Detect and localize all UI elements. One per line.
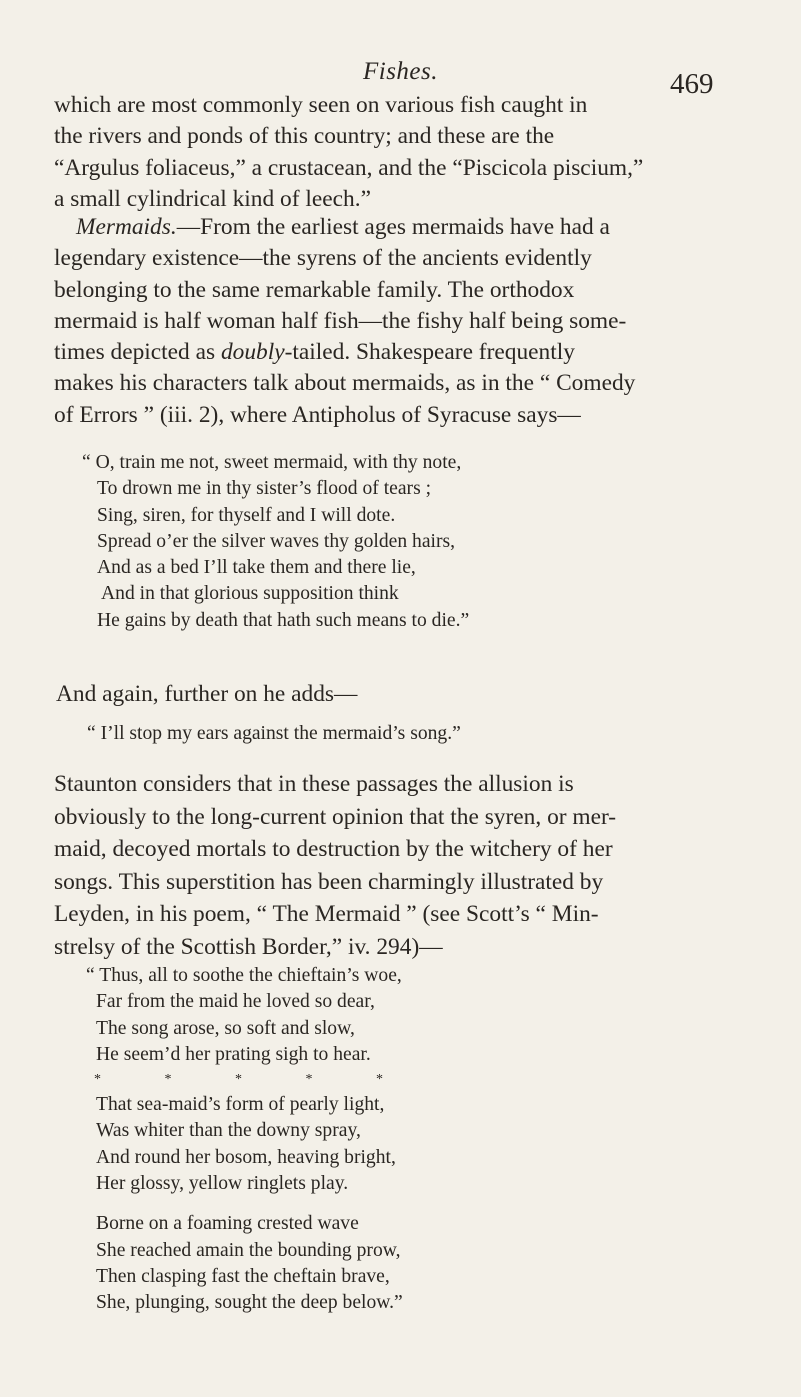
stanza-gap — [86, 1197, 413, 1211]
emphasis-doubly: doubly — [220, 339, 285, 366]
verse-line: Then clasping fast the cheftain brave, — [96, 1265, 390, 1287]
paragraph-mermaids — [54, 212, 736, 431]
text-line: Staunton considers that in these passages the allusion is — [54, 771, 574, 797]
text-span: -tailed. Shakespeare frequently — [284, 339, 575, 366]
verse-line: The song arose, so soft and slow, — [96, 1017, 355, 1039]
verse-line: “ O, train me not, sweet mermaid, with thy note, — [82, 452, 462, 473]
running-title: Fishes. — [362, 58, 439, 85]
text-span: —From the earliest ages mermaids have had a — [176, 214, 610, 240]
verse-comedy-of-errors — [82, 450, 469, 634]
text-line: “Argulus foliaceus,” a crustacean, and the “Piscicola piscium,” — [54, 154, 644, 181]
text-line: Leyden, in his poem, “ The Mermaid ” (see Scott’s “ Min- — [54, 901, 599, 927]
section-lead-mermaids: Mermaids. — [76, 214, 177, 240]
section-break-stars: * * * * * — [94, 1072, 413, 1088]
text-line: a small cylindrical kind of leech.” — [54, 185, 371, 212]
text-line: obviously to the long-current opinion that the syren, or mer- — [54, 803, 617, 830]
verse-line: “ Thus, all to soothe the chieftain’s woe, — [86, 965, 402, 986]
paragraph-staunton — [54, 768, 736, 963]
verse-line: Spread o’er the silver waves thy golden hairs, — [97, 530, 456, 552]
verse-line: And in that glorious supposition think — [101, 583, 399, 605]
verse-line: To drown me in thy sister’s flood of tears ; — [97, 478, 432, 500]
text-line: belonging to the same remarkable family. The orthodox — [54, 276, 575, 303]
verse-line: She, plunging, sought the deep below.” — [96, 1292, 403, 1314]
verse-line: Sing, siren, for thyself and I will dote. — [97, 504, 396, 526]
text-line: strelsy of the Scottish Border,” iv. 294)— — [54, 933, 443, 960]
text-line: mermaid is half woman half fish—the fishy half being some- — [54, 307, 627, 334]
verse-line: Borne on a foaming crested wave — [96, 1213, 359, 1235]
text-line — [54, 212, 736, 243]
text-line: maid, decoyed mortals to destruction by the witchery of her — [54, 836, 613, 862]
text-line — [54, 337, 736, 368]
verse-line: He seem’d her prating sigh to hear. — [96, 1043, 371, 1065]
verse-line: Her glossy, yellow ringlets play. — [96, 1173, 349, 1195]
verse-line: And round her bosom, heaving bright, — [96, 1146, 396, 1168]
verse-line: And as a bed I’ll take them and there lie, — [97, 557, 416, 579]
quote-mermaids-song: “ I’ll stop my ears against the mermaid’s song.” — [87, 723, 461, 744]
verse-line: He gains by death that hath such means to die.” — [97, 609, 470, 631]
verse-line: Was whiter than the downy spray, — [96, 1120, 361, 1142]
text-span: times depicted as — [54, 339, 221, 366]
text-line: of Errors ” (iii. 2), where Antipholus of Syracuse says— — [54, 401, 581, 428]
text-line: songs. This superstition has been charmingly illustrated by — [54, 868, 604, 895]
paragraph-argulus — [54, 90, 736, 215]
text-line: the rivers and ponds of this country; and these are the — [54, 123, 555, 150]
text-line: legendary existence—the syrens of the ancients evidently — [54, 245, 592, 272]
verse-leyden-mermaid — [86, 963, 413, 1317]
again-line: And again, further on he adds— — [56, 681, 358, 707]
verse-line: Far from the maid he loved so dear, — [96, 991, 375, 1013]
text-line: makes his characters talk about mermaids, as in the “ Comedy — [54, 370, 636, 397]
verse-line: She reached amain the bounding prow, — [96, 1239, 401, 1261]
verse-line: That sea-maid’s form of pearly light, — [96, 1094, 385, 1116]
page-number: 469 — [670, 68, 714, 100]
text-line: which are most commonly seen on various fish caught in — [54, 92, 588, 118]
